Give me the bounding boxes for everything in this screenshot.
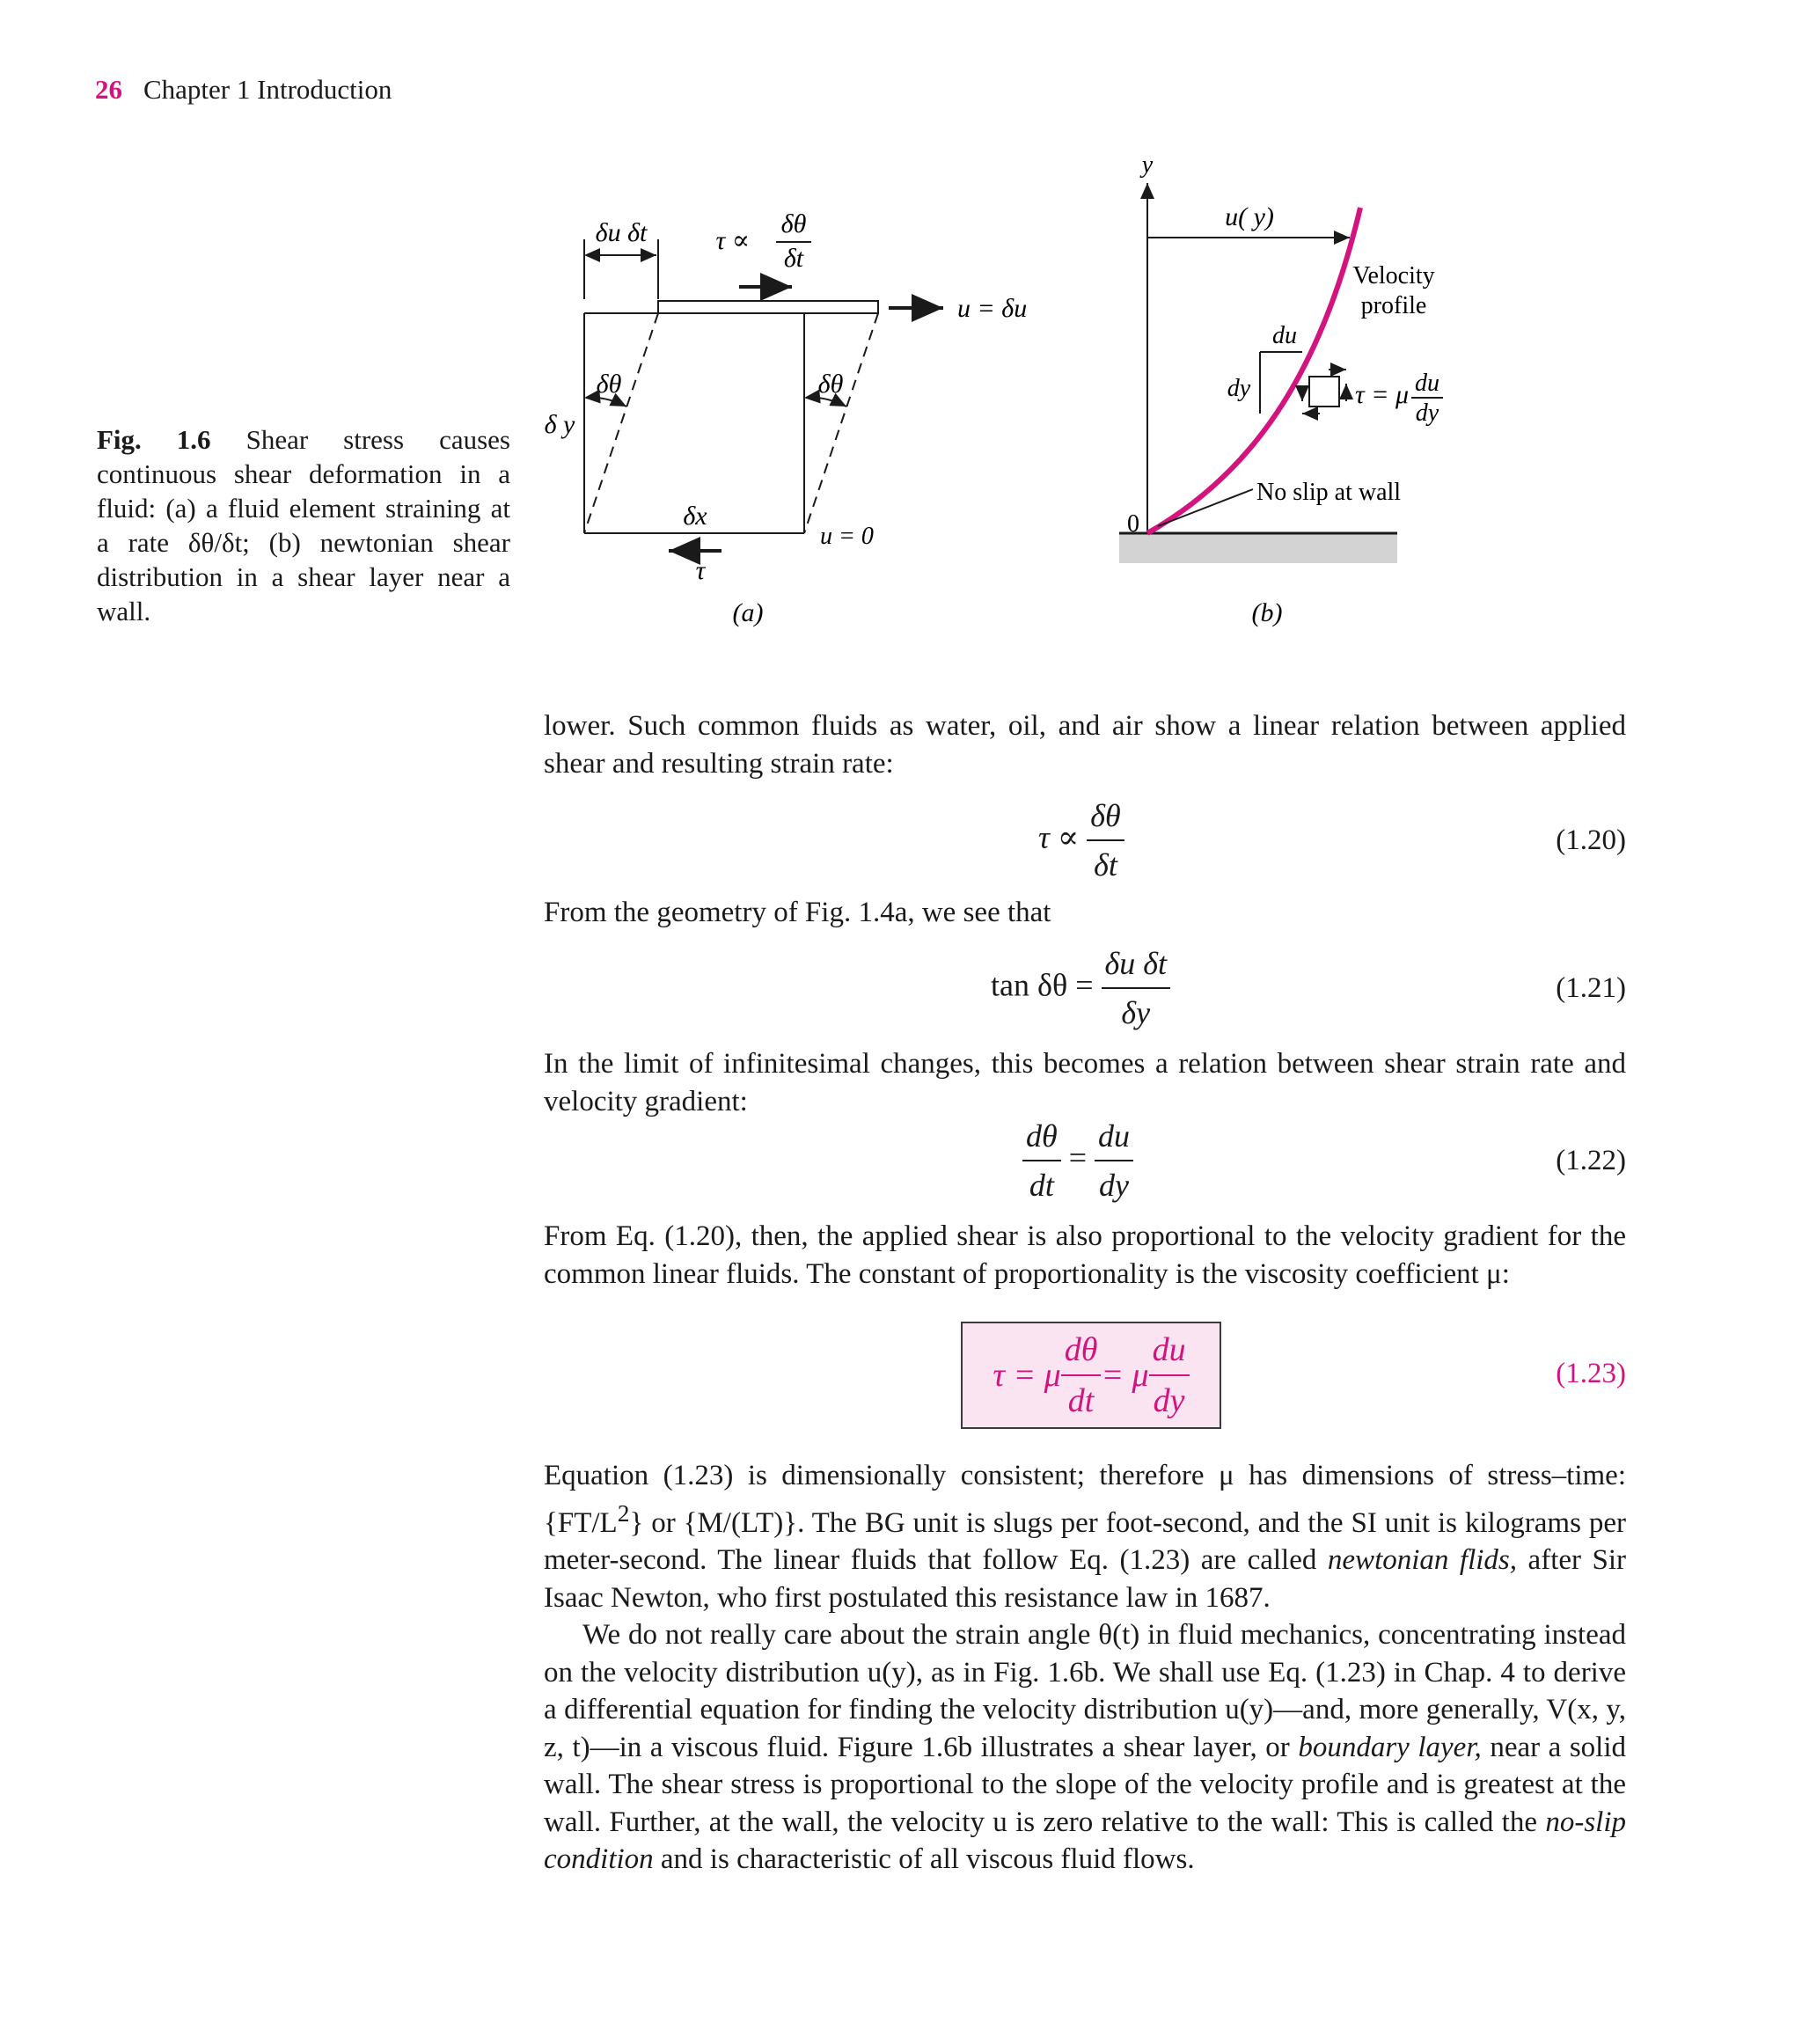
label-dx: δx [683, 502, 707, 531]
eq123-den1: dt [1067, 1382, 1095, 1419]
eq122-num2: du [1095, 1117, 1133, 1161]
eq123-fraction-2 [1149, 1330, 1190, 1420]
label-dy: δ y [544, 410, 575, 439]
paragraph-6-part-c: and is characteristic of all viscous fluid flows. [660, 1843, 1195, 1875]
figure-diagram [0, 0, 1802, 669]
label-frac-num: δθ [780, 209, 807, 238]
term-boundary-layer: boundary layer, [1298, 1731, 1482, 1763]
paragraph-3-text: In the limit of infinitesimal changes, this becomes a relation between shear strain rate and velocity gradient: [544, 1048, 1626, 1117]
shear-element [1309, 377, 1339, 407]
paragraph-5-part-c: after Sir Isaac Newton, who first postulated this resistance law in 1687. [544, 1544, 1627, 1614]
angle-arc-right [806, 398, 846, 407]
eq122-den2: dy [1099, 1168, 1129, 1203]
figure-label: Fig. 1.6 [97, 424, 211, 455]
eq122-fraction-2 [1095, 1117, 1133, 1204]
chapter-title: Chapter 1 Introduction [143, 74, 392, 105]
eq123-lhs: τ = μ [993, 1357, 1061, 1394]
sublabel-a: (a) [732, 598, 764, 627]
label-b-frac-den: dy [1415, 399, 1439, 427]
angle-arc-left [586, 398, 626, 407]
label-u-of-y: u( y) [1225, 202, 1274, 231]
sublabel-b: (b) [1251, 598, 1283, 627]
deformed-left [584, 313, 658, 533]
equation-number-1-22: (1.22) [1556, 1145, 1626, 1176]
label-frac-den: δt [783, 244, 804, 273]
equation-1-22 [1022, 1117, 1133, 1204]
label-dtheta-right: δθ [817, 370, 844, 399]
paragraph-5-part-a: Equation (1.23) is dimensionally consistent; therefore μ has dimensions of stress–time: {FT/L [544, 1460, 1626, 1539]
paragraph-5-part-b: } or {M/(LT)}. The BG unit is slugs per foot-second, and the SI unit is kilograms per meter-second. The linear fluids that follow Eq. (1.23) are called [544, 1506, 1626, 1576]
eq123-mid: = μ [1101, 1357, 1149, 1394]
label-u-top: u = δu [957, 294, 1028, 323]
eq123-den2: dy [1153, 1382, 1185, 1419]
paragraph-4-text: From Eq. (1.20), then, the applied shear is also proportional to the velocity gradient for the common linear fluids. The constant of proportionality is the viscosity coefficient μ: [544, 1220, 1626, 1290]
eq122-equals: = [1068, 1139, 1087, 1176]
panel-a [545, 209, 1028, 627]
eq120-lhs: τ ∝ [1038, 819, 1080, 855]
paragraph-5-superscript: 2 [617, 1498, 630, 1527]
eq121-den: δy [1121, 995, 1151, 1030]
eq123-num1: dθ [1061, 1330, 1102, 1376]
paragraph-3 [544, 1045, 1626, 1120]
eq121-num: δu δt [1102, 945, 1170, 989]
paragraph-2 [544, 894, 1626, 932]
figure-caption-text: Shear stress causes continuous shear deformation in a fluid: (a) a fluid element straining at a rate δθ/δt; (b) newtonian shear distribution in a shear layer near a wall. [97, 424, 510, 626]
wall-shade [1119, 533, 1397, 563]
eq123-fraction-1 [1061, 1330, 1102, 1420]
paragraph-5 [544, 1457, 1626, 1616]
deformed-right [804, 313, 878, 533]
term-newtonian-fluids: newtonian flids, [1327, 1544, 1518, 1576]
paragraph-1 [544, 707, 1626, 782]
paragraph-6-part-a: We do not really care about the strain angle θ(t) in fluid mechanics, concentrating instead on the velocity distribution u(y), as in Fig. 1.6b. We shall use Eq. (1.23) in Chap. 4 to derive a differential equation for finding the velocity distribution u(y)—and, more generally, V(x, y, z, t)—in a viscous fluid. Figure 1.6b illustrates a shear layer, or [544, 1619, 1626, 1763]
label-dtheta-left: δθ [596, 370, 622, 399]
eq121-lhs: tan δθ = [991, 967, 1094, 1003]
term-no-slip: no-slip condition [544, 1806, 1627, 1875]
label-profile: profile [1360, 292, 1427, 319]
paragraph-4 [544, 1218, 1626, 1293]
label-du-dt: δu δt [595, 218, 648, 247]
paragraph-6-part-b: near a solid wall. The shear stress is proportional to the slope of the velocity profile and is greatest at the wall. Further, at the wall, the velocity u is zero relative to the wall: This is called the [544, 1731, 1627, 1838]
equation-1-23-box [961, 1322, 1221, 1429]
moving-plate [658, 301, 878, 313]
paragraph-2-text: From the geometry of Fig. 1.4a, we see that [544, 897, 1051, 928]
eq122-fraction-1 [1022, 1117, 1061, 1204]
label-y-axis: y [1141, 151, 1154, 179]
eq121-fraction [1102, 945, 1170, 1031]
label-origin: 0 [1127, 510, 1139, 538]
label-tau-prop: τ ∝ [715, 226, 750, 255]
label-velocity: Velocity [1352, 262, 1435, 289]
eq120-num: δθ [1087, 797, 1124, 841]
label-u-bottom: u = 0 [820, 523, 874, 550]
equation-number-1-21: (1.21) [1556, 972, 1626, 1004]
eq120-den: δt [1094, 847, 1117, 883]
label-tau-eq: τ = μ [1355, 380, 1410, 409]
label-dy-b: dy [1227, 375, 1251, 402]
eq122-den1: dt [1029, 1168, 1054, 1203]
paragraph-block-final [544, 1457, 1626, 1879]
page-number: 26 [95, 74, 122, 105]
label-tau: τ [695, 556, 706, 585]
equation-number-1-20: (1.20) [1556, 824, 1626, 856]
label-du: du [1272, 322, 1297, 349]
paragraph-6 [544, 1616, 1626, 1879]
paragraph-1-text: lower. Such common fluids as water, oil, and air show a linear relation between applied shear and resulting strain rate: [544, 710, 1626, 780]
label-no-slip: No slip at wall [1256, 479, 1402, 506]
equation-1-20 [1038, 797, 1124, 883]
equation-1-21 [991, 945, 1170, 1031]
label-b-frac-num: du [1415, 370, 1439, 397]
eq122-num1: dθ [1022, 1117, 1061, 1161]
equation-number-1-23: (1.23) [1556, 1358, 1626, 1389]
eq120-fraction [1087, 797, 1124, 883]
panel-b [1119, 151, 1443, 627]
eq123-num2: du [1149, 1330, 1190, 1376]
